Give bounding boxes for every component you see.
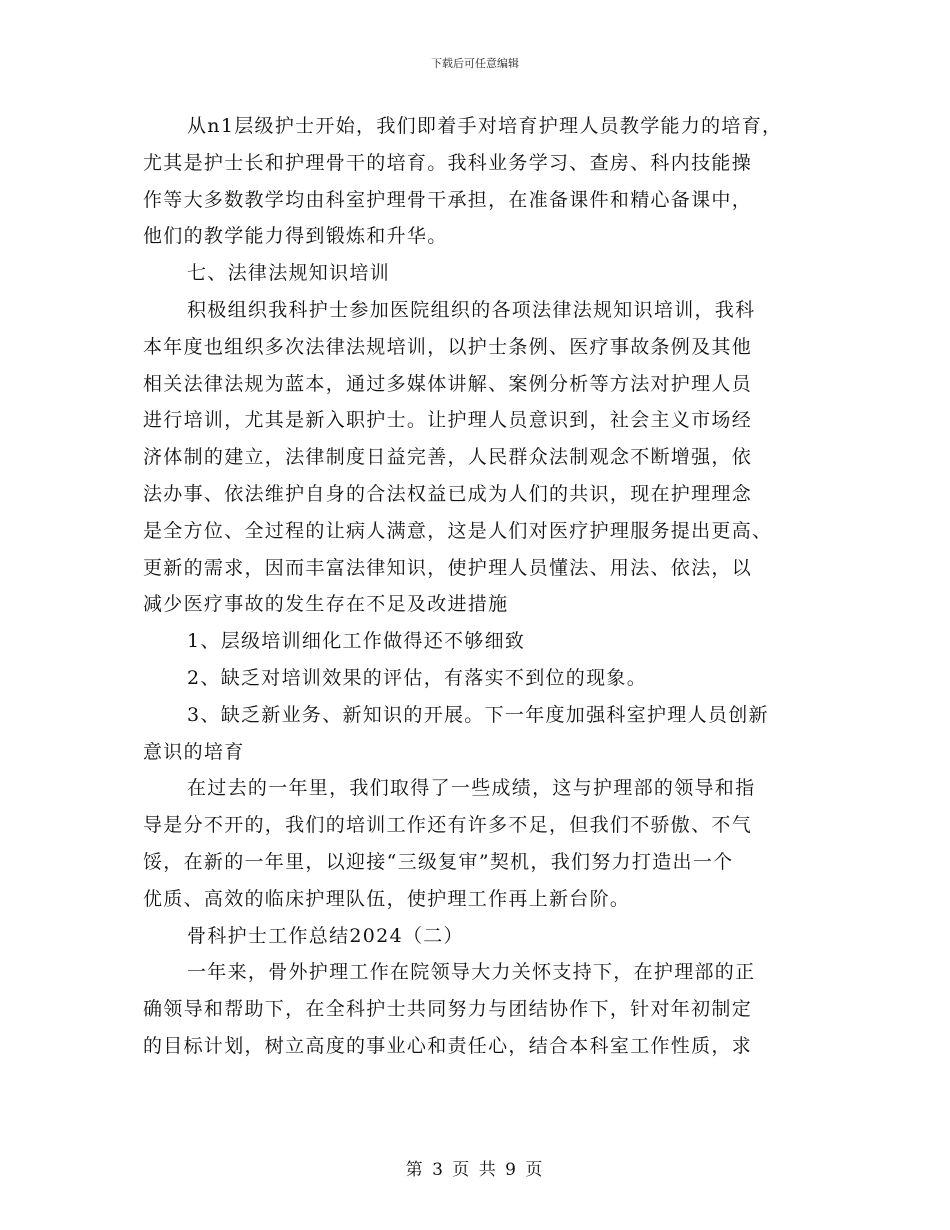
text-line: 作等大多数教学均由科室护理骨干承担，在准备课件和精心备课中， <box>143 188 753 211</box>
text-line: 1、层级培训细化工作做得还不够细致 <box>187 630 526 653</box>
text-line: 进行培训，尤其是新入职护士。让护理人员意识到，社会主义市场经 <box>143 409 753 432</box>
text-line: 一年来，骨外护理工作在院领导大力关怀支持下，在护理部的正 <box>187 961 756 984</box>
text-line: 优质、高效的临床护理队伍，使护理工作再上新台阶。 <box>143 887 631 910</box>
text-line: 馁，在新的一年里，以迎接“三级复审”契机，我们努力打造出一个 <box>143 850 734 873</box>
text-line: 确领导和帮助下，在全科护士共同努力与团结协作下，针对年初制定 <box>143 998 753 1021</box>
page-header: 下载后可任意编辑 <box>431 57 519 70</box>
text-line: 更新的需求，因而丰富法律知识，使护理人员懂法、用法、依法，以 <box>143 556 753 579</box>
text-line: 的目标计划，树立高度的事业心和责任心，结合本科室工作性质，求 <box>143 1034 753 1057</box>
text-line: 从n1层级护士开始，我们即着手对培育护理人员教学能力的培育， <box>187 115 783 137</box>
text-line: 本年度也组织多次法律法规培训，以护士条例、医疗事故条例及其他 <box>143 335 753 358</box>
text-line: 尤其是护士长和护理骨干的培育。我科业务学习、查房、科内技能操 <box>143 151 753 174</box>
text-line: 他们的教学能力得到锻炼和升华。 <box>143 225 448 248</box>
document-body <box>143 108 833 1065</box>
text-line: 意识的培育 <box>143 740 245 763</box>
text-line: 导是分不开的，我们的培训工作还有许多不足，但我们不骄傲、不气 <box>143 814 753 837</box>
page-footer: 第 3 页 共 9 页 <box>405 1160 545 1180</box>
text-line: 七、法律法规知识培训 <box>187 262 391 285</box>
text-line: 减少医疗事故的发生存在不足及改进措施 <box>143 593 509 616</box>
text-line: 骨科护士工作总结2024（二） <box>187 924 464 947</box>
text-line: 2、缺乏对培训效果的评估，有落实不到位的现象。 <box>187 666 647 689</box>
text-line: 3、缺乏新业务、新知识的开展。下一年度加强科室护理人员创新 <box>187 703 769 726</box>
text-line: 积极组织我科护士参加医院组织的各项法律法规知识培训，我科 <box>187 298 756 321</box>
text-line: 是全方位、全过程的让病人满意，这是人们对医疗护理服务提出更高、 <box>143 519 773 542</box>
text-line: 济体制的建立，法律制度日益完善，人民群众法制观念不断增强，依 <box>143 446 753 469</box>
text-line: 法办事、依法维护自身的合法权益已成为人们的共识，现在护理理念 <box>143 482 753 505</box>
text-line: 相关法律法规为蓝本，通过多媒体讲解、案例分析等方法对护理人员 <box>143 372 753 395</box>
text-line: 在过去的一年里，我们取得了一些成绩，这与护理部的领导和指 <box>187 777 756 800</box>
